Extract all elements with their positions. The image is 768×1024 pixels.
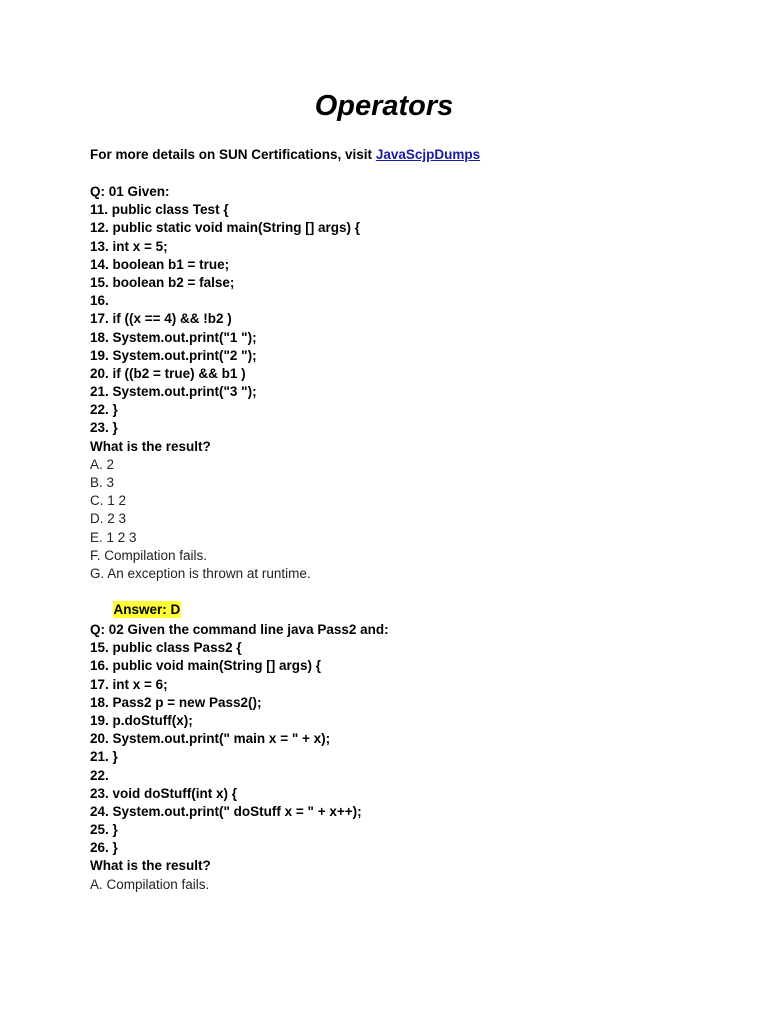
code-line: 13. int x = 5;: [90, 238, 168, 254]
question-heading: Q: 01 Given:: [90, 184, 170, 199]
answer-option: A. Compilation fails.: [90, 876, 210, 892]
code-line: 23. void doStuff(int x) {: [90, 785, 237, 801]
code-line: 18. System.out.print("1 ");: [90, 329, 257, 345]
answer-option: A. 2: [90, 456, 115, 472]
code-line: 22. }: [90, 402, 118, 418]
question-prompt: What is the result?: [90, 438, 211, 454]
question-2: [90, 621, 730, 894]
code-line: 12. public static void main(String [] args) {: [90, 220, 361, 236]
code-line: 20. System.out.print(" main x = " + x);: [90, 731, 331, 747]
code-line: 14. boolean b1 = true;: [90, 256, 230, 272]
answer-option: B. 3: [90, 475, 115, 490]
question-prompt: What is the result?: [90, 858, 211, 874]
question-heading: Q: 02 Given the command line java Pass2 and:: [90, 622, 389, 637]
code-line: 21. System.out.print("3 ");: [90, 384, 257, 400]
code-line: 17. if ((x == 4) && !b2 ): [90, 311, 232, 327]
answer-option: F. Compilation fails.: [90, 547, 208, 563]
code-line: 25. }: [90, 822, 118, 838]
code-line: 22.: [90, 767, 109, 783]
code-line: 18. Pass2 p = new Pass2();: [90, 694, 262, 710]
code-line: 15. boolean b2 = false;: [90, 274, 235, 290]
answer-highlight: Answer: D: [113, 602, 181, 618]
code-line: 19. p.doStuff(x);: [90, 712, 193, 728]
code-line: 21. }: [90, 749, 118, 765]
intro-line: [90, 146, 480, 164]
answer-line: [90, 583, 730, 618]
javascjpdumps-link[interactable]: JavaScjpDumps: [375, 147, 481, 162]
code-line: 16.: [90, 293, 109, 309]
code-line: 24. System.out.print(" doStuff x = " + x++);: [90, 803, 362, 819]
code-line: 23. }: [90, 420, 118, 436]
page-title: Operators: [314, 90, 454, 122]
question-1: [90, 183, 730, 618]
answer-option: D. 2 3: [90, 511, 127, 527]
answer-option: C. 1 2: [90, 493, 127, 509]
code-line: 26. }: [90, 840, 118, 856]
code-line: 20. if ((b2 = true) && b1 ): [90, 365, 246, 381]
answer-option: G. An exception is thrown at runtime.: [90, 565, 311, 581]
code-line: 11. public class Test {: [90, 202, 229, 218]
code-line: 16. public void main(String [] args) {: [90, 658, 322, 674]
intro-text: For more details on SUN Certifications, visit: [90, 147, 376, 162]
answer-option: E. 1 2 3: [90, 529, 137, 545]
code-line: 17. int x = 6;: [90, 676, 168, 692]
code-line: 19. System.out.print("2 ");: [90, 347, 257, 363]
code-line: 15. public class Pass2 {: [90, 640, 242, 656]
